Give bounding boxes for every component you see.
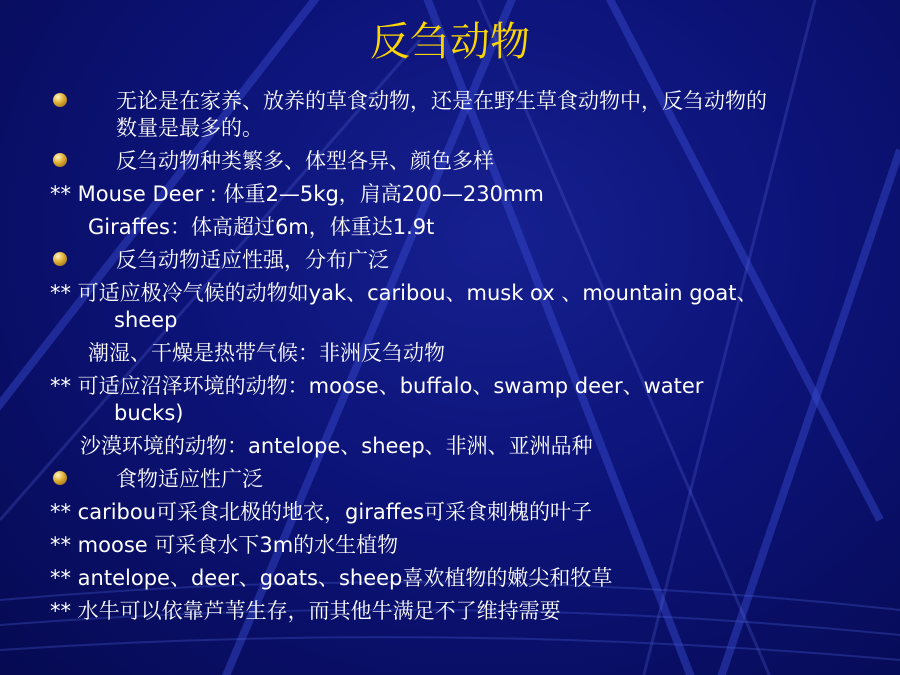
bullet-icon <box>53 471 67 485</box>
bullet-icon <box>53 252 67 266</box>
bullet-icon <box>53 153 67 167</box>
bullet-line <box>50 466 890 493</box>
line-continuation: sheep <box>114 308 178 332</box>
line-text: 无论是在家养、放养的草食动物，还是在野生草食动物中，反刍动物的 <box>116 89 767 113</box>
detail-line <box>50 214 890 241</box>
detail-line <box>50 565 890 592</box>
detail-line <box>50 340 890 367</box>
detail-line <box>50 499 890 526</box>
slide-title: 反刍动物 <box>370 19 530 65</box>
line-continuation: bucks) <box>114 401 184 425</box>
line-text: ** antelope、deer、goats、sheep喜欢植物的嫩尖和牧草 <box>50 566 613 590</box>
bullet-icon <box>53 93 67 107</box>
line-text: ** 可适应沼泽环境的动物：moose、buffalo、swamp deer、water <box>50 374 704 398</box>
line-text: ** 可适应极冷气候的动物如yak、caribou、musk ox 、mountain goat、 <box>50 281 758 305</box>
line-text: Giraffes：体高超过6m，体重达1.9t <box>88 215 435 239</box>
line-text: ** 水牛可以依靠芦苇生存，而其他牛满足不了维持需要 <box>50 599 561 623</box>
line-text: 反刍动物种类繁多、体型各异、颜色多样 <box>116 149 494 173</box>
line-text: 潮湿、干燥是热带气候：非洲反刍动物 <box>88 341 445 365</box>
line-continuation: 数量是最多的。 <box>116 116 263 140</box>
line-text: ** Mouse Deer : 体重2—5kg，肩高200—230mm <box>50 182 544 206</box>
line-text: 食物适应性广泛 <box>116 467 263 491</box>
line-text: 反刍动物适应性强，分布广泛 <box>116 248 389 272</box>
detail-line <box>50 532 890 559</box>
line-text: ** moose 可采食水下3m的水生植物 <box>50 533 399 557</box>
line-text: 沙漠环境的动物：antelope、sheep、非洲、亚洲品种 <box>80 434 593 458</box>
detail-line <box>50 181 890 208</box>
slide-content <box>50 88 890 625</box>
bullet-line <box>50 247 890 274</box>
line-text: ** caribou可采食北极的地衣，giraffes可采食刺槐的叶子 <box>50 500 593 524</box>
bullet-line <box>50 148 890 175</box>
detail-line <box>50 373 890 427</box>
detail-line <box>50 433 890 460</box>
bullet-line <box>50 88 890 142</box>
detail-line <box>50 598 890 625</box>
detail-line <box>50 280 890 334</box>
